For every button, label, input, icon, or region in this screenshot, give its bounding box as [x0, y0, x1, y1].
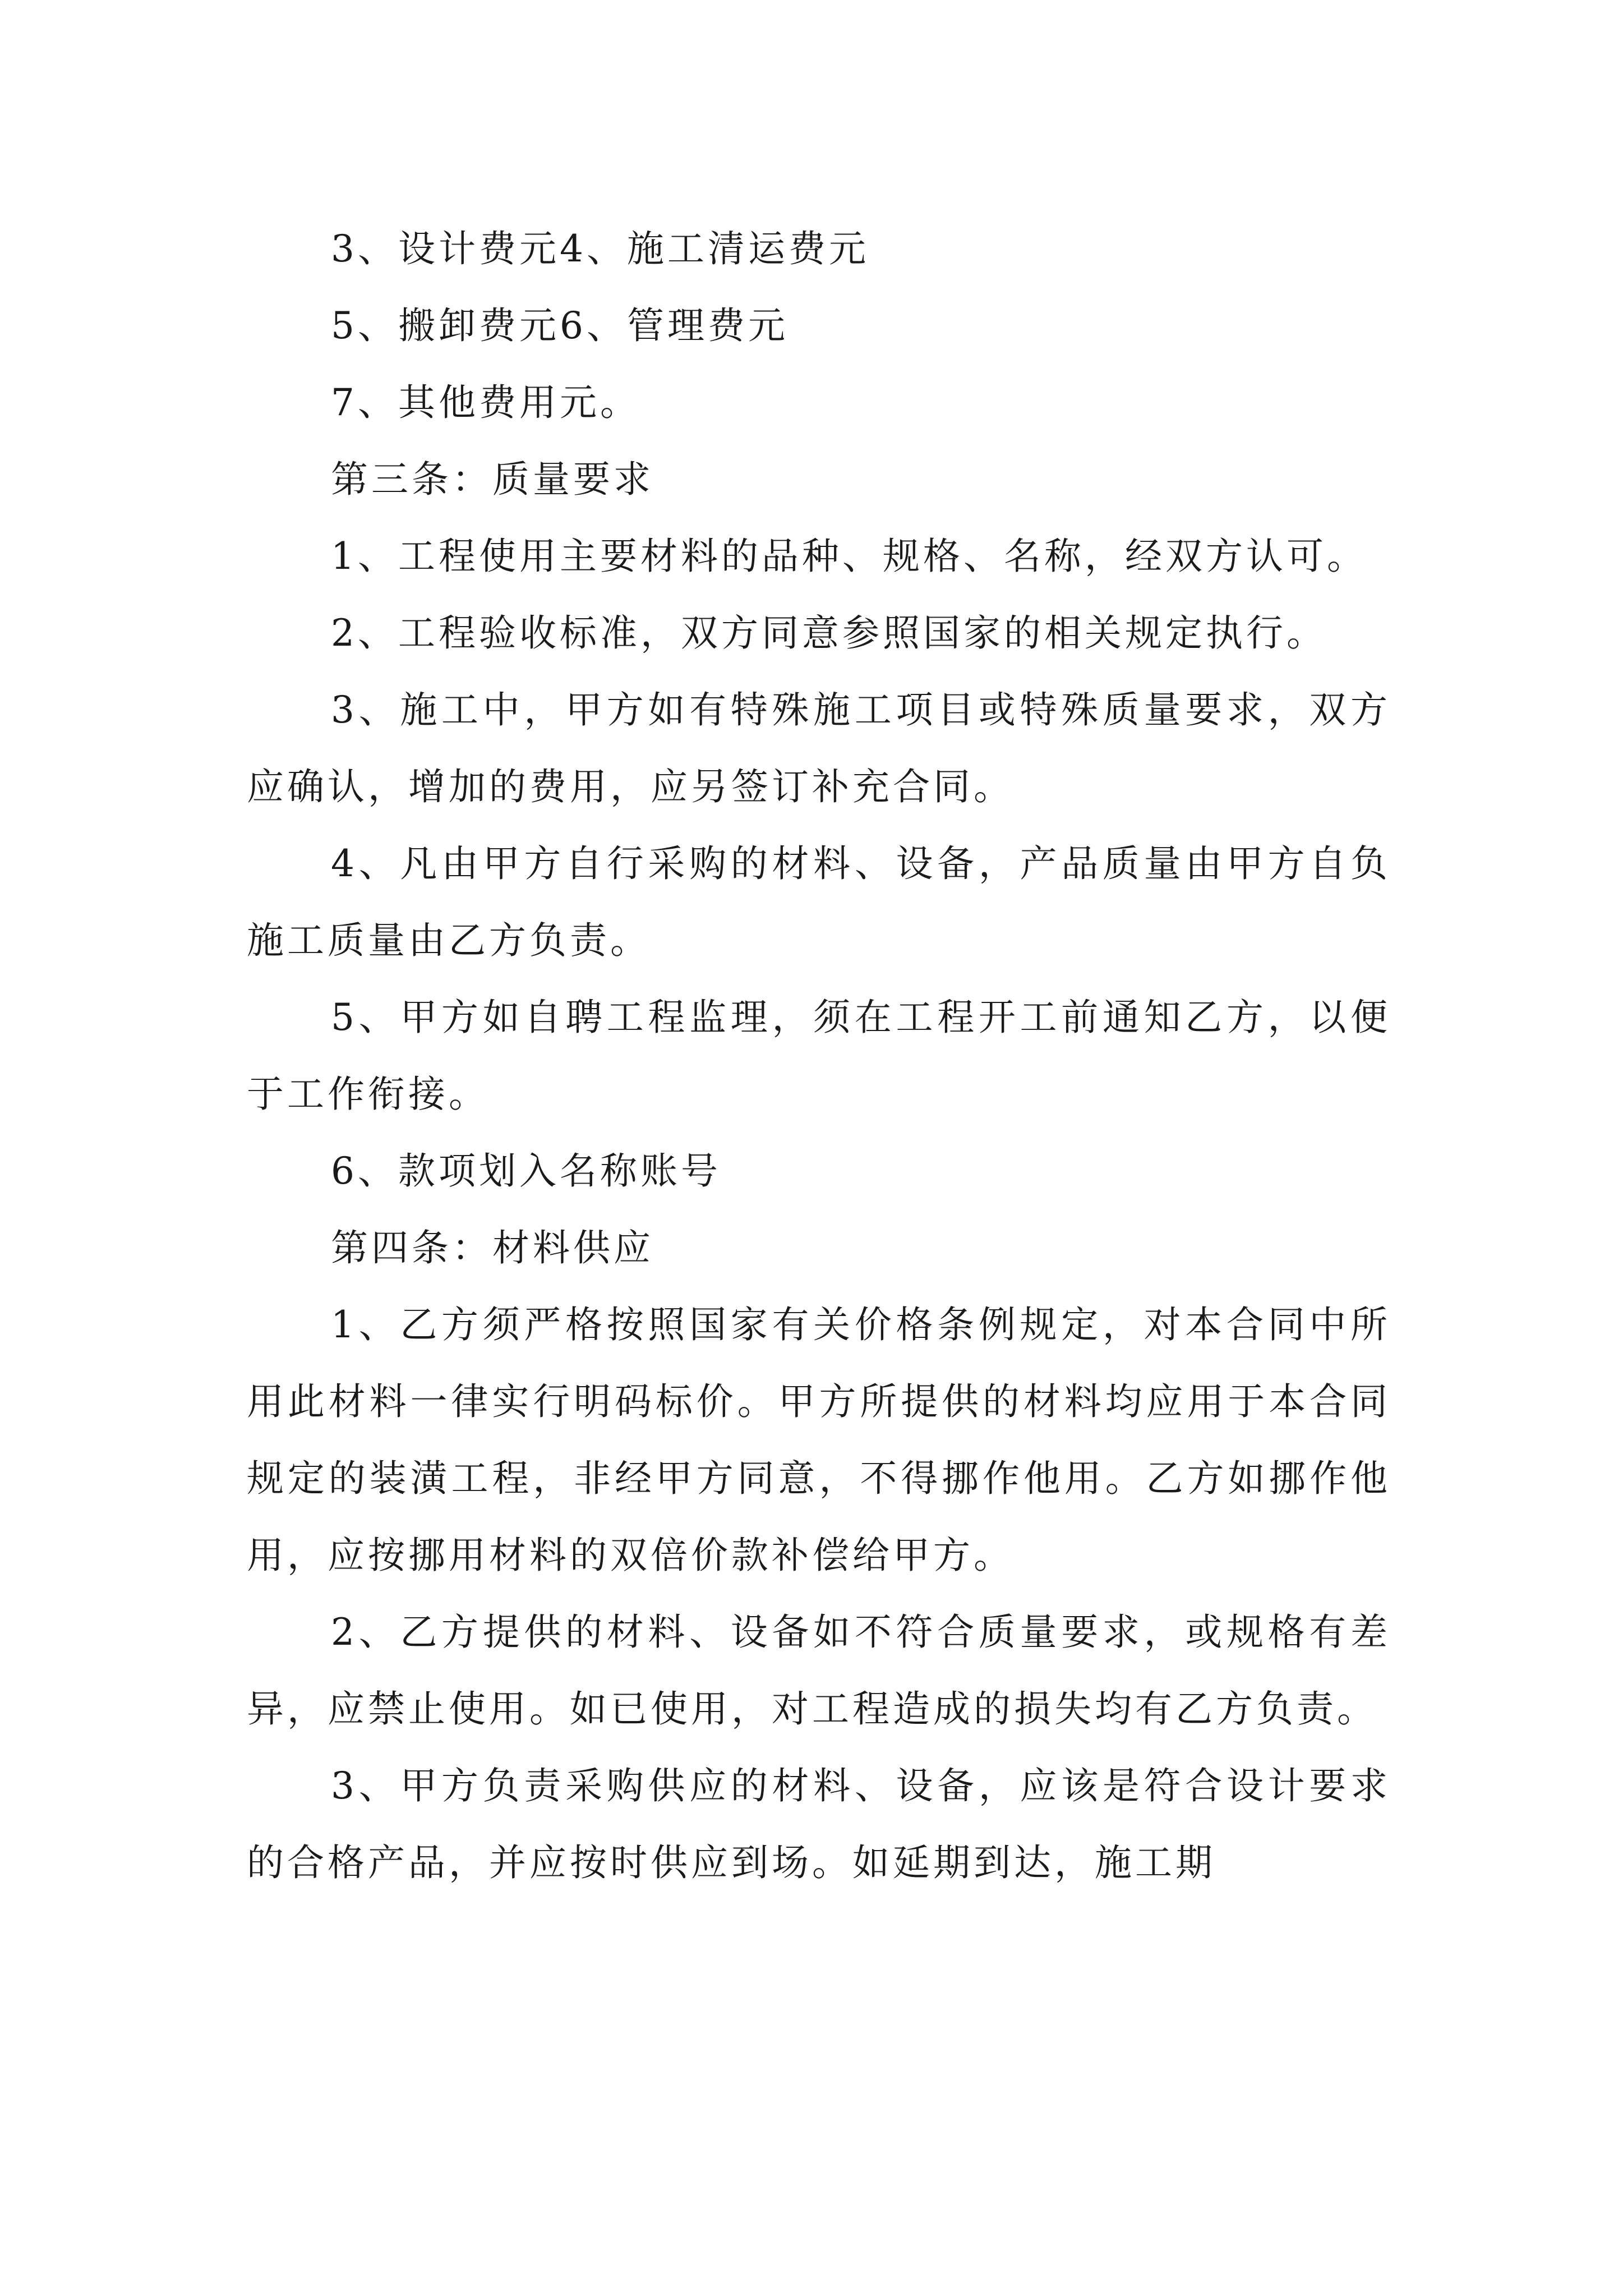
- paragraph-quality-2: 2、工程验收标准，双方同意参照国家的相关规定执行。: [331, 611, 1327, 655]
- paragraph-fee-items-5-6: 5、搬卸费元6、管理费元: [331, 304, 789, 347]
- document-body: [247, 210, 1391, 1901]
- paragraph-quality-4: 4、凡由甲方自行采购的材料、设备，产品质量由甲方自负施工质量由乙方负责。: [247, 842, 1391, 962]
- section-heading-article-3: 第三条：质量要求: [331, 458, 654, 501]
- paragraph-supply-1: 1、乙方须严格按照国家有关价格条例规定，对本合同中所用此材料一律实行明码标价。甲方所提供的材料均应用于本合同规定的装潢工程，非经甲方同意，不得挪作他用。乙方如挪作他用，应按挪用材料的双倍价款补偿给甲方。: [247, 1303, 1391, 1577]
- paragraph-quality-6: 6、款项划入名称账号: [331, 1149, 721, 1193]
- paragraph-quality-1: 1、工程使用主要材料的品种、规格、名称，经双方认可。: [331, 535, 1367, 578]
- paragraph-fee-items-3-4: 3、设计费元4、施工清运费元: [331, 227, 869, 270]
- paragraph-fee-item-7: 7、其他费用元。: [331, 381, 640, 424]
- paragraph-quality-3: 3、施工中，甲方如有特殊施工项目或特殊质量要求，双方应确认，增加的费用，应另签订补充合同。: [247, 688, 1391, 808]
- section-heading-article-4: 第四条：材料供应: [331, 1226, 654, 1269]
- paragraph-quality-5: 5、甲方如自聘工程监理，须在工程开工前通知乙方，以便于工作衔接。: [247, 996, 1391, 1116]
- paragraph-supply-3: 3、甲方负责采购供应的材料、设备，应该是符合设计要求的合格产品，并应按时供应到场。如延期到达，施工期: [247, 1764, 1391, 1884]
- paragraph-supply-2: 2、乙方提供的材料、设备如不符合质量要求，或规格有差异，应禁止使用。如已使用，对工程造成的损失均有乙方负责。: [247, 1611, 1391, 1731]
